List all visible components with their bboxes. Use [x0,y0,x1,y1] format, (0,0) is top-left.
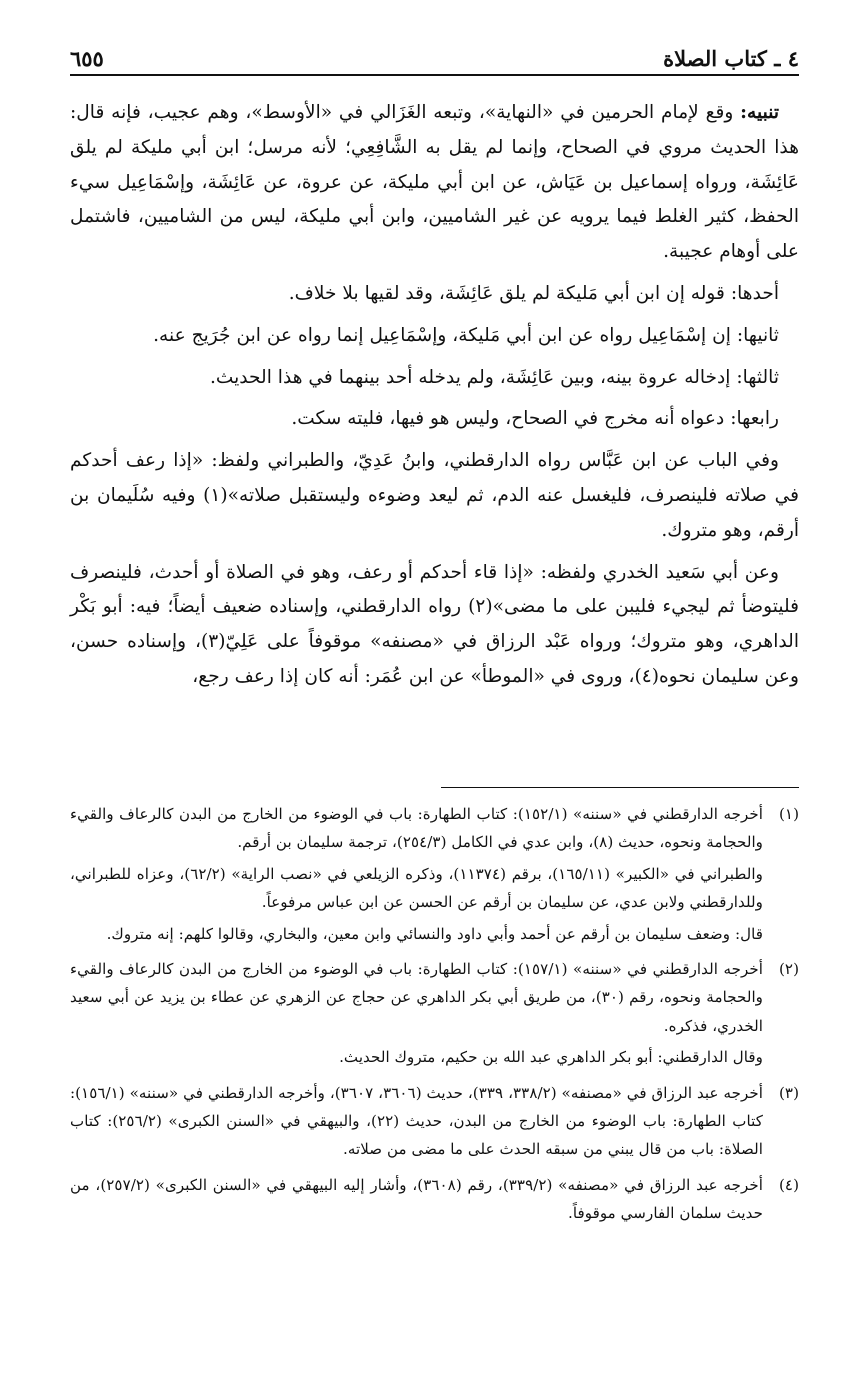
tanbih-text: وقع لإمام الحرمين في «النهاية»، وتبعه الغَزَالي في «الأوسط»، وهم عجيب، فإنه قال: هذا الحديث مروي في الصحاح، وإنما لم يقل به الشَّافِعِي؛ لأنه مرسل؛ ابن أبي مليكة لم يلق عَائِشَة، ورواه إسماعيل بن عَيَاش، عن ابن أبي مليكة، عن عروة، عن عَائِشَة، وإسْمَاعِيل سيء الحفظ، كثير الغلط فيما يرويه عن غير الشاميين، وابن أبي مليكة، ليس من الشاميين، فاشتمل على أوهام عجيبة. [70,102,799,263]
footnote-number: (٤) [778,1175,799,1194]
page-header [70,40,799,76]
abu-said-paragraph: وعن أبي سَعيد الخدري ولفظه: «إذا قاء أحدكم أو رعف، وهو في الصلاة أو أحدث، فلينصرف فليتوضأ ثم ليجيء فليبن على ما مضى»(٢) رواه الدارقطني، وإسناده ضعيف أيضاً؛ فيه: أبو بَكْر الداهري، وهو متروك؛ ورواه عَبْد الرزاق في «مصنفه» موقوفاً على عَلِيّ(٣)، وإسناده حسن، وعن سليمان نحوه(٤)، وروى في «الموطأ» عن ابن عُمَر: أنه كان إذا رعف رجع، [70,561,799,687]
footnote-text: وقال الدارقطني: أبو بكر الداهري عبد الله بن حكيم، متروك الحديث. [339,1048,763,1067]
tanbih-label: تنبيه: [740,102,779,123]
footnote-number: (٣) [778,1083,799,1102]
point-one: أحدها: قوله إن ابن أبي مَليكة لم يلق عَائِشَة، وقد لقيها بلا خلاف. [288,282,779,304]
footnote [70,1171,799,1231]
footnote-separator [441,787,799,788]
point-four: رابعها: دعواه أنه مخرج في الصحاح، وليس هو فيها، فليته سكت. [291,408,779,430]
main-text [70,96,799,702]
footnote [70,955,799,1075]
point-three: ثالثها: إدخاله عروة بينه، وبين عَائِشَة، ولم يدخله أحد بينهما في هذا الحديث. [209,366,779,388]
footnote-number: (٢) [778,960,799,979]
footnote [70,1079,799,1167]
footnote-text: أخرجه عبد الرزاق في «مصنفه» (٣٣٨/٢، ٣٣٩)، حديث (٣٦٠٦، ٣٦٠٧)، وأخرجه الدارقطني في «سننه» (١٥٦/١): كتاب الطهارة: باب الوضوء من الخارج من البدن، حديث (٢٢)، والبيهقي في «السنن الكبرى» (٢٥٦/٢): كتاب الصلاة: باب من قال يبني من سبقه الحدث على ما مضى من صلاته. [70,1083,763,1159]
page-number: ٦٥٥ [70,46,104,71]
point-two: ثانيها: إن إسْمَاعِيل رواه عن ابن أبي مَليكة، وإسْمَاعِيل إنما رواه عن ابن جُرَيج عنه. [153,324,779,346]
footnote-text: قال: وضعف سليمان بن أرقم عن أحمد وأبي داود والنسائي وابن معين، والبخاري، وقالوا كلهم: إنه متروك. [106,924,763,943]
footnote-text: والطبراني في «الكبير» (١٦٥/١١)، برقم (١١٣٧٤)، وذكره الزيلعي في «نصب الراية» (٦٢/٢)، وعزاه للطبراني، وللدارقطني ولابن عدي، عن سليمان بن أرقم عن الحسن عن ابن عباس مرفوعاً. [70,864,763,912]
ibn-abbas-paragraph: وفي الباب عن ابن عَبَّاس رواه الدارقطني، وابنُ عَدِيّ، والطبراني ولفظ: «إذا رعف أحدكم في صلاته فلينصرف، فليغسل عنه الدم، ثم ليعد وضوءه وليستقبل صلاته»(١) وفيه سُلَيمان بن أرقم، وهو متروك. [70,450,799,541]
footnote-text: أخرجه عبد الرزاق في «مصنفه» (٣٣٩/٢)، رقم (٣٦٠٨)، وأشار إليه البيهقي في «السنن الكبرى» (٢٥٧/٢)، من حديث سلمان الفارسي موقوفاً. [70,1175,763,1223]
footnote [70,800,799,951]
tanbih-paragraph [70,96,799,270]
footnote-text: أخرجه الدارقطني في «سننه» (١٥٧/١): كتاب الطهارة: باب في الوضوء من الخارج من البدن كالرعاف والقيء والحجامة ونحوه، رقم (٣٠)، من طريق أبي بكر الداهري عن حجاج عن الزهري عن عطاء بن يزيد عن أبي سعيد الخدري، فذكره. [70,960,763,1035]
footnotes [70,800,799,1235]
footnote-number: (١) [778,805,799,823]
running-title: ٤ ـ كتاب الصلاة [663,46,799,71]
footnote-text: أخرجه الدارقطني في «سننه» (١٥٢/١): كتاب الطهارة: باب في الوضوء من الخارج من البدن كالرعاف والقيء والحجامة ونحوه، حديث (٨)، وابن عدي في الكامل (٢٥٤/٣)، ترجمة سليمان بن أرقم. [70,805,763,852]
